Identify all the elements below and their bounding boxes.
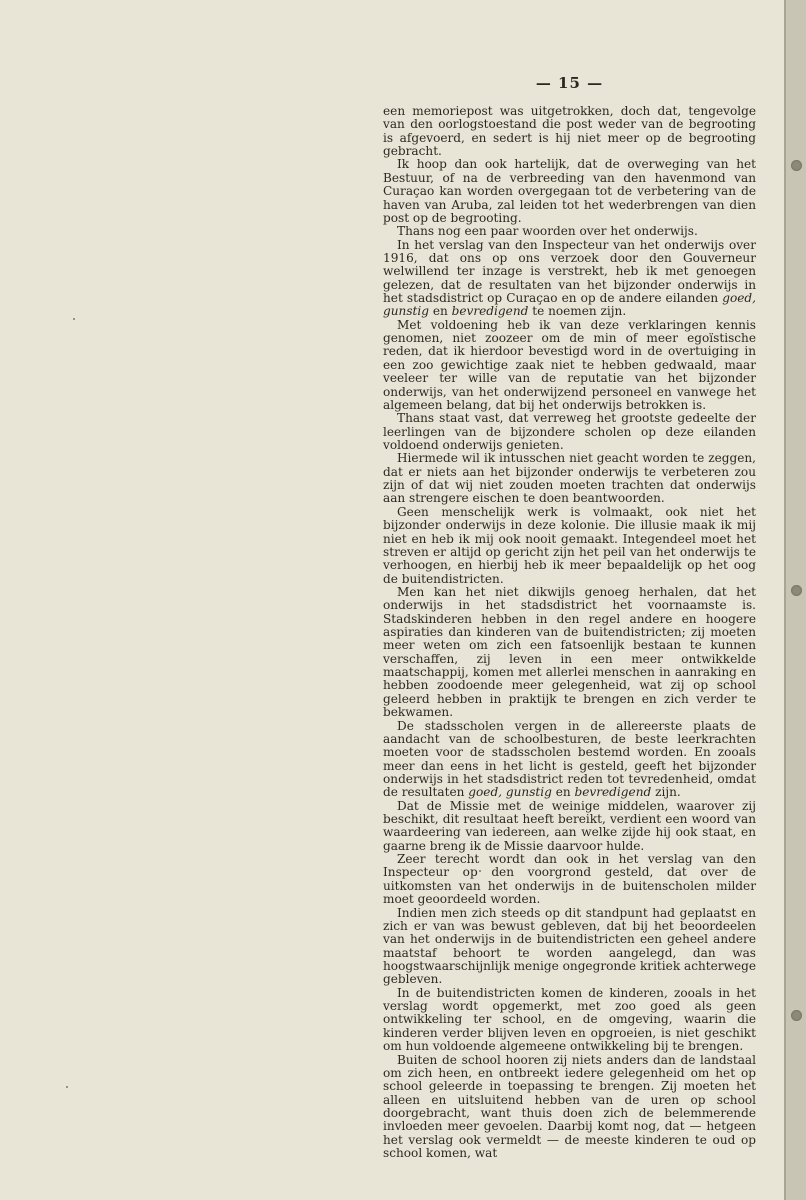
paragraph-text: Indien men zich steeds op dit standpunt had geplaatst en zich er van was bewust gebleven, dat bij het beoordeelen van het onderwijs in de buitendistricten een geheel andere maatstaf behoort te worden aangelegd, dan was hoogstwaarschijnlijk menige ongegronde kritiek achterwege gebleven.	[383, 905, 756, 987]
paragraph-text: Men kan het niet dikwijls genoeg herhalen, dat het onderwijs in het stadsdistrict het voornaamste is. Stadskinderen hebben in den regel andere en hoogere aspiraties dan kinderen van de buitendistricten; zij moeten meer weten om zich een fatsoenlijk bestaan te kunnen verschaffen, zij leven in een meer ontwikkelde maatschappij, komen met allerlei menschen in aanraking en hebben zoodoende meer gelegenheid, wat zij op school geleerd hebben in praktijk te brengen en zich verder te bekwamen.	[383, 584, 756, 720]
body-paragraph	[383, 800, 756, 853]
body-paragraph	[383, 319, 756, 413]
body-paragraph	[383, 105, 756, 158]
paragraph-text: Buiten de school hooren zij niets anders dan de landstaal om zich heen, en ontbreekt iedere gelegenheid om het op school geleerde in toepassing te brengen. Zij moeten het alleen en uitsluitend hebben van de uren op school doorgebracht, want thuis doen zich de belemmerende invloeden meer gevoelen. Daarbij komt nog, dat — hetgeen het verslag ook vermeldt — de meeste kinderen te oud op school komen, wat	[383, 1052, 756, 1161]
paper-speck	[66, 1086, 68, 1088]
body-paragraph	[383, 907, 756, 987]
binding-hole-icon	[791, 160, 802, 171]
paragraph-text: Zeer terecht wordt dan ook in het verslag van den Inspecteur op den voorgrond gesteld, dat over de uitkomsten van het onderwijs in de buitenscholen milder moet geoordeeld worden.	[383, 852, 756, 907]
binding-hole-icon	[791, 585, 802, 596]
paragraph-text: een memoriepost was uitgetrokken, doch dat, tengevolge van den oorlogstoestand die post weder van de begrooting is afgevoerd, en sedert is hij niet meer op de begrooting gebracht.	[383, 104, 756, 159]
body-text-column	[383, 105, 756, 1160]
paragraph-text: Geen menschelijk werk is volmaakt, ook niet het bijzonder onderwijs in deze kolonie. Die illusie maak ik mij niet en heb ik mij ook nooit gemaakt. Integendeel moet het streven er altijd op gericht zijn het peil van het onderwijs te verhoogen, en hierbij heb ik meer bepaaldelijk op het oog de buitendistricten.	[383, 504, 756, 586]
paragraph-text: Met voldoening heb ik van deze verklaringen kennis genomen, niet zoozeer om de min of meer egoïstische reden, dat ik hierdoor bevestigd word in de overtuiging in een zoo gewichtige zaak niet te hebben gedwaald, maar veeleer ter wille van de reputatie van het bijzonder onderwijs, van het onderwijzend personeel en vanwege het algemeen belang, dat bij het onderwijs betrokken is.	[383, 317, 756, 412]
italic-text: goed, gunstig	[468, 785, 552, 800]
body-paragraph	[383, 452, 756, 505]
page-edge-line	[784, 0, 786, 1200]
body-paragraph	[383, 412, 756, 452]
italic-text: bevredigend	[451, 304, 529, 319]
paragraph-text: Thans staat vast, dat verreweg het grootste gedeelte der leerlingen van de bijzondere scholen op deze eilanden voldoend onderwijs genieten.	[383, 411, 756, 452]
binding-hole-icon	[791, 1010, 802, 1021]
body-paragraph	[383, 853, 756, 906]
page-edge-strip	[786, 0, 806, 1200]
italic-text: goed, gunstig	[383, 291, 756, 319]
body-paragraph	[383, 586, 756, 720]
paper-speck	[73, 318, 75, 320]
body-paragraph	[383, 987, 756, 1054]
paragraph-text: Ik hoop dan ook hartelijk, dat de overweging van het Bestuur, of na de verbreeding van den havenmond van Curaçao kan worden overgegaan tot de verbetering van de haven van Aruba, zal leiden tot het wederbrengen van dien post op de begrooting.	[383, 157, 756, 225]
paragraph-text: en	[429, 304, 452, 319]
body-paragraph	[383, 1054, 756, 1161]
body-paragraph	[383, 225, 756, 238]
paragraph-text: Thans nog een paar woorden over het onderwijs.	[397, 224, 698, 239]
paragraph-text: zijn.	[651, 785, 681, 800]
italic-text: bevredigend	[574, 785, 652, 800]
paragraph-text: Dat de Missie met de weinige middelen, waarover zij beschikt, dit resultaat heeft bereikt, verdient een woord van waardeering van iedereen, aan welke zijde hij ook staat, en gaarne breng ik de Missie daarvoor hulde.	[383, 798, 756, 853]
paragraph-text: In de buitendistricten komen de kinderen, zooals in het verslag wordt opgemerkt, met zoo goed als geen ontwikkeling ter school, en de omgeving, waarin die kinderen verder blijven leven en opgroeien, is niet geschikt om hun voldoende algemeene ontwikkeling bij te brengen.	[383, 985, 756, 1054]
paragraph-text: In het verslag van den Inspecteur van het onderwijs over 1916, dat ons op ons verzoek door den Gouverneur welwillend ter inzage is verstrekt, heb ik met genoegen gelezen, dat de resultaten van het bijzonder onderwijs in het stadsdistrict op Curaçao en op de andere eilanden	[383, 237, 756, 306]
paragraph-text: en	[551, 785, 575, 800]
body-paragraph	[383, 239, 756, 319]
body-paragraph	[383, 506, 756, 586]
page-number: — 15 —	[535, 74, 604, 92]
body-paragraph	[383, 720, 756, 800]
paragraph-text: te noemen zijn.	[528, 304, 627, 319]
paragraph-text: De stadsscholen vergen in de allereerste plaats de aandacht van de schoolbesturen, de beste leerkrachten moeten voor de stadsscholen bestemd worden. En zooals meer dan eens in het licht is gesteld, geeft het bijzonder onderwijs in het stadsdistrict reden tot tevredenheid, omdat de resultaten	[383, 718, 756, 800]
body-paragraph	[383, 158, 756, 225]
paragraph-text: Hiermede wil ik intusschen niet geacht worden te zeggen, dat er niets aan het bijzonder onderwijs te verbeteren zou zijn of dat wij niet zouden moeten trachten dat onderwijs aan strengere eischen te doen beantwoorden.	[383, 451, 756, 506]
